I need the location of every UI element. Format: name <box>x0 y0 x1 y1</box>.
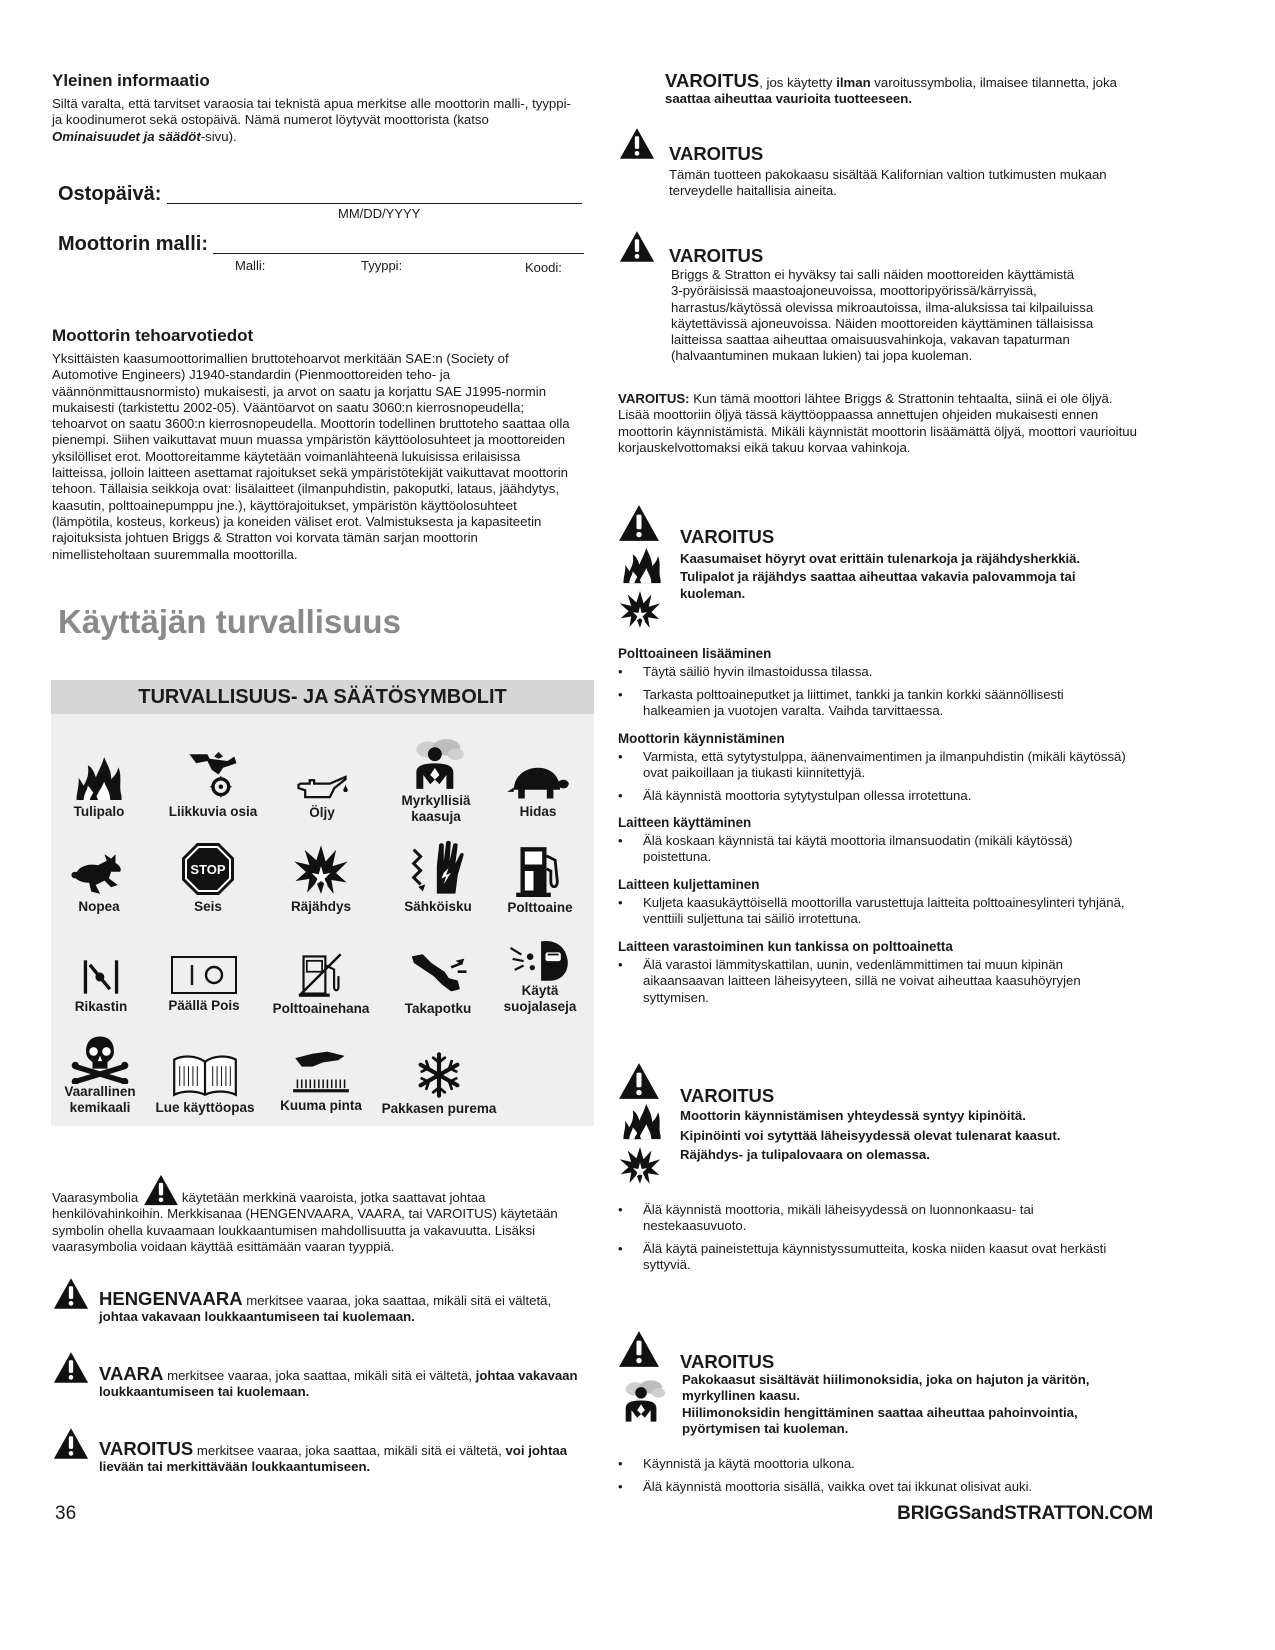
co-bullet-1: • Käynnistä ja käytä moottoria ulkona. <box>618 1456 1178 1472</box>
symbol-stop: STOP Seis <box>148 842 268 915</box>
co-toxic-fumes-icon <box>618 1378 666 1424</box>
california-warning-title: VAROITUS <box>669 143 764 164</box>
vehicles-alert-icon <box>619 230 655 263</box>
start-engine-bullet-2: • Älä käynnistä moottoria sytytystulpan ollessa irrotettuna. <box>618 788 1178 804</box>
symbol-oil: Öljy <box>262 772 382 821</box>
electric-shock-icon <box>409 838 467 896</box>
symbol-fuel-valve: Polttoainehana <box>261 952 381 1017</box>
stop-sign-text: STOP <box>190 862 226 877</box>
code-hint: Koodi: <box>525 260 562 275</box>
symbol-frostbite: Pakkasen purema <box>379 1052 499 1117</box>
add-fuel-heading: Polttoaineen lisääminen <box>618 646 772 661</box>
vehicles-warning-text: Briggs & Stratton ei hyväksy tai salli näiden moottoreiden käyttämistä 3-pyöräisissä maastoajoneuvoissa, moottoripyörissä/kärryissä, harrastus/käytössä olevissa mikroautoissa, ilma-aluksissa tai kilpailuissa käytettävissä ajoneuvoissa. Näiden moottoreiden käyttäminen tällaisissa laitteissa saattaa aiheuttaa omaisuusvahinkoja, vakavan tapaturman (halvaantuminen mukaan lukien) tai jopa kuoleman. <box>671 267 1094 364</box>
oil-can-icon <box>294 772 350 802</box>
co-warning-text: Pakokaasut sisältävät hiilimonoksidia, joka on hajuton ja väritön, myrkyllinen kaasu. Hiilimonoksidin hengittäminen saattaa aiheuttaa pahoinvointia, pyörtymisen tai kuoleman. <box>682 1372 1090 1436</box>
fuel-fire-icon <box>620 546 664 584</box>
type-hint: Tyyppi: <box>361 258 403 273</box>
symbol-choke: Rikastin <box>41 958 161 1015</box>
storage-bullet-1: • Älä varastoi lämmityskattilan, uunin, vedenlämmittimen tai muun kipinän aikaansaavan laitteen läheisyyteen, sillä ne voivat aiheuttaa kaasuhöyryjen syttymisen. <box>618 957 1178 1006</box>
symbol-safety-glasses: Käytä suojalaseja <box>480 937 600 1015</box>
sparks-bullet-2: • Älä käytä paineistettuja käynnistyssumutteita, koska niiden kaasut ovat herkästi syttyviä. <box>618 1241 1178 1274</box>
start-engine-heading: Moottorin käynnistäminen <box>618 731 785 746</box>
oil-notice: VAROITUS: Kun tämä moottori lähtee Briggs & Strattonin tehtaalta, siinä ei ole öljyä. Lisää moottoriin öljyä tässä käyttöoppaassa annettujen ohjeiden mukaisesti ennen moottorin käynnistämistä. Mikäli käynnistät moottorin lisäämättä öljyä, moottori vaurioituu korjauskelvottomaksi eikä takuu korvaa vahinkoja. <box>618 391 1137 455</box>
general-info-heading: Yleinen informaatio <box>52 71 210 90</box>
turtle-icon <box>505 763 571 801</box>
sparks-explosion-icon <box>618 1144 662 1186</box>
fuel-alert-icon <box>618 504 660 542</box>
sparks-alert-icon <box>618 1062 660 1100</box>
fuel-warning-title: VAROITUS <box>680 526 775 547</box>
operate-bullet-1: • Älä koskaan käynnistä tai käytä moottoria ilmansuodatin (mikäli käytössä) poistettuna. <box>618 833 1178 866</box>
fuel-pump-icon <box>515 845 565 897</box>
symbol-fire: Tulipalo <box>39 755 159 820</box>
fuel-explosion-icon <box>618 588 662 630</box>
danger-alert-icon <box>53 1277 89 1310</box>
vehicles-warning-title: VAROITUS <box>669 245 764 266</box>
symbol-fuel: Polttoaine <box>480 845 600 916</box>
engine-model-label: Moottorin malli: <box>58 233 208 255</box>
fuel-valve-icon <box>297 952 345 998</box>
on-off-icon <box>170 955 238 995</box>
hot-surface-icon <box>291 1049 351 1095</box>
symbols-panel-title: TURVALLISUUS- JA SÄÄTÖSYMBOLIT <box>51 680 594 714</box>
power-ratings-text: Yksittäisten kaasumoottorimallien bruttotehoarvot merkitään SAE:n (Society of Automotive Engineers) J1940-standardin (Pienmoottoreiden teho- ja väännönmittausnormisto) mukaisesti, ja arvot on saatu ja korjattu SAE J1995-normin mukaisesti (tarkistettu 2002-05). Vääntöarvot on saatu 3060:n kierrosnopeudella; tehoarvot on saatu 3600:n kierrosnopeudella. Moottorin todellinen bruttoteho saattaa olla pienempi. Siihen vaikuttavat muun muassa ympäristön käyttöolosuhteet ja moottoreiden yksilölliset erot. Moottoreitamme käytetään voimanlähteenä lukuisissa erilaisissa laitteissa, jolloin laitteen asettamat rajoitukset sekä ympäristötekijät vaikuttavat moottorin tehoon. Tällaisia seikkoja ovat: lisälaitteet (ilmanpuhdistin, pakoputki, lataus, jäähdytys, kaasutin, polttoainepumppu jne.), käyttörajoitukset, ympäristön käyttöolosuhteet (lämpötila, kosteus, korkeus) ja koneiden väliset erot. Valmistuksesta ja kapasiteetin rajoituksista johtuen Briggs & Stratton voi korvata tämän sarjan moottorin nimellisteholtaan suuremmalla moottorilla. <box>52 351 570 562</box>
transport-heading: Laitteen kuljettaminen <box>618 877 760 892</box>
rabbit-icon <box>71 852 127 896</box>
add-fuel-bullet-1: • Täytä säiliö hyvin ilmastoidussa tilassa. <box>618 664 1178 680</box>
choke-icon <box>81 958 121 996</box>
power-ratings-heading: Moottorin tehoarvotiedot <box>52 326 254 345</box>
fire-icon <box>68 755 130 801</box>
signal-caution: VAARA merkitsee vaaraa, joka saattaa, mikäli sitä ei vältetä, johtaa vakavaan loukkaantumiseen tai kuolemaan. <box>99 1363 578 1400</box>
purchase-date-field[interactable] <box>167 203 582 204</box>
symbol-hazardous-chemical: Vaarallinen kemikaali <box>40 1034 160 1116</box>
symbol-toxic-fumes: Myrkyllisiä kaasuja <box>376 738 496 825</box>
engine-model-field[interactable] <box>213 253 584 254</box>
date-format-hint: MM/DD/YYYY <box>338 206 421 221</box>
symbol-electric-shock: Sähköisku <box>378 838 498 915</box>
brand-website: BRIGGSandSTRATTON.COM <box>897 1503 1153 1524</box>
snowflake-icon <box>416 1052 462 1098</box>
symbol-fast: Nopea <box>39 852 159 915</box>
transport-bullet-1: • Kuljeta kaasukäyttöisellä moottorilla varustettuja laitteita polttoainesylinteri tyhjänä, venttiili suljettuna tai säiliö irrotettuna. <box>618 895 1178 928</box>
sparks-fire-icon <box>620 1102 664 1140</box>
sparks-warning-text: Moottorin käynnistämisen yhteydessä syntyy kipinöitä. Kipinöinti voi sytyttää läheisyydessä olevat tulenarat kaasut. Räjähdys- ja tulipalovaara on olemassa. <box>680 1108 1061 1162</box>
model-hint: Malli: <box>235 258 266 273</box>
warning-alert-icon <box>53 1427 89 1460</box>
moving-parts-icon <box>185 749 241 801</box>
symbol-moving-parts: Liikkuvia osia <box>153 749 273 820</box>
hazard-intro: Vaarasymbolia käytetään merkkinä vaaroista, jotka saattavat johtaa henkilövahinkoihin. Merkkisanaa (HENGENVAARA, VAARA, tai VAROITUS) käytetään symbolin ohella kuvaamaan loukkaantumisen mahdollisuutta ja vakavuutta. Lisäksi vaarasymbolia voidaan käyttää esittämään vaaran tyyppiä. <box>52 1190 612 1255</box>
hazard-alert-icon <box>143 1174 179 1206</box>
symbol-explosion: Räjähdys <box>261 842 381 915</box>
symbol-on-off: Päällä Pois <box>144 955 264 1014</box>
safety-glasses-icon <box>508 937 572 983</box>
symbol-hot-surface: Kuuma pinta <box>261 1049 381 1114</box>
notice-damage: VAROITUS, jos käytetty ilman varoitussymbolia, ilmaisee tilannetta, joka saattaa aiheuttaa vaurioita tuotteeseen. <box>665 70 1117 107</box>
manual-book-icon <box>172 1053 238 1097</box>
kickback-icon <box>407 952 469 998</box>
california-alert-icon <box>619 127 655 160</box>
fuel-warning-text: Kaasumaiset höyryt ovat erittäin tulenarkoja ja räjähdysherkkiä. Tulipalot ja räjähdys saattaa aiheuttaa vakavia palovammoja tai kuoleman. <box>680 551 1081 601</box>
caution-alert-icon <box>53 1351 89 1384</box>
sparks-warning-title: VAROITUS <box>680 1085 775 1106</box>
skull-crossbones-icon <box>71 1034 129 1084</box>
california-warning-text: Tämän tuotteen pakokaasu sisältää Kalifornian valtion tutkimusten mukaan terveydelle haitallisia aineita. <box>669 167 1107 199</box>
explosion-icon <box>292 842 350 896</box>
toxic-fumes-icon <box>407 738 465 790</box>
co-warning-title: VAROITUS <box>680 1351 775 1372</box>
page-number: 36 <box>55 1503 77 1524</box>
co-alert-icon <box>618 1330 660 1368</box>
stop-sign-icon <box>181 842 235 896</box>
symbol-slow: Hidas <box>478 763 598 820</box>
section-title: Käyttäjän turvallisuus <box>58 603 401 640</box>
signal-danger: HENGENVAARA merkitsee vaaraa, joka saattaa, mikäli sitä ei vältetä, johtaa vakavaan loukkaantumiseen tai kuolemaan. <box>99 1288 552 1325</box>
start-engine-bullet-1: • Varmista, että sytytystulppa, äänenvaimentimen ja ilmanpuhdistin (mikäli käytössä) ovat paikoillaan ja tiukasti kiinnitettyjä. <box>618 749 1178 782</box>
signal-warning: VAROITUS merkitsee vaaraa, joka saattaa, mikäli sitä ei vältetä, voi johtaa lievään tai merkittävään loukkaantumiseen. <box>99 1438 568 1475</box>
add-fuel-bullet-2: • Tarkasta polttoaineputket ja liittimet, tankki ja tankin korkki säännöllisesti halkeamien ja vuotojen varalta. Vaihda tarvittaessa. <box>618 687 1178 720</box>
symbol-read-manual: Lue käyttöopas <box>145 1053 265 1116</box>
co-bullet-2: • Älä käynnistä moottoria sisällä, vaikka ovet tai ikkunat olisivat auki. <box>618 1479 1178 1495</box>
symbol-kickback: Takapotku <box>378 952 498 1017</box>
operate-heading: Laitteen käyttäminen <box>618 815 752 830</box>
storage-heading: Laitteen varastoiminen kun tankissa on polttoainetta <box>618 939 953 954</box>
general-info-text: Siltä varalta, että tarvitset varaosia tai teknistä apua merkitse alle moottorin malli-, tyyppi- ja koodinumerot sekä ostopäivä. Nämä numerot löytyvät moottorista (katso Ominaisuudet ja säädöt-sivu). <box>52 96 571 144</box>
sparks-bullet-1: • Älä käynnistä moottoria, mikäli läheisyydessä on luonnonkaasu- tai nestekaasuvuoto. <box>618 1202 1178 1235</box>
purchase-date-label: Ostopäivä: <box>58 183 162 205</box>
